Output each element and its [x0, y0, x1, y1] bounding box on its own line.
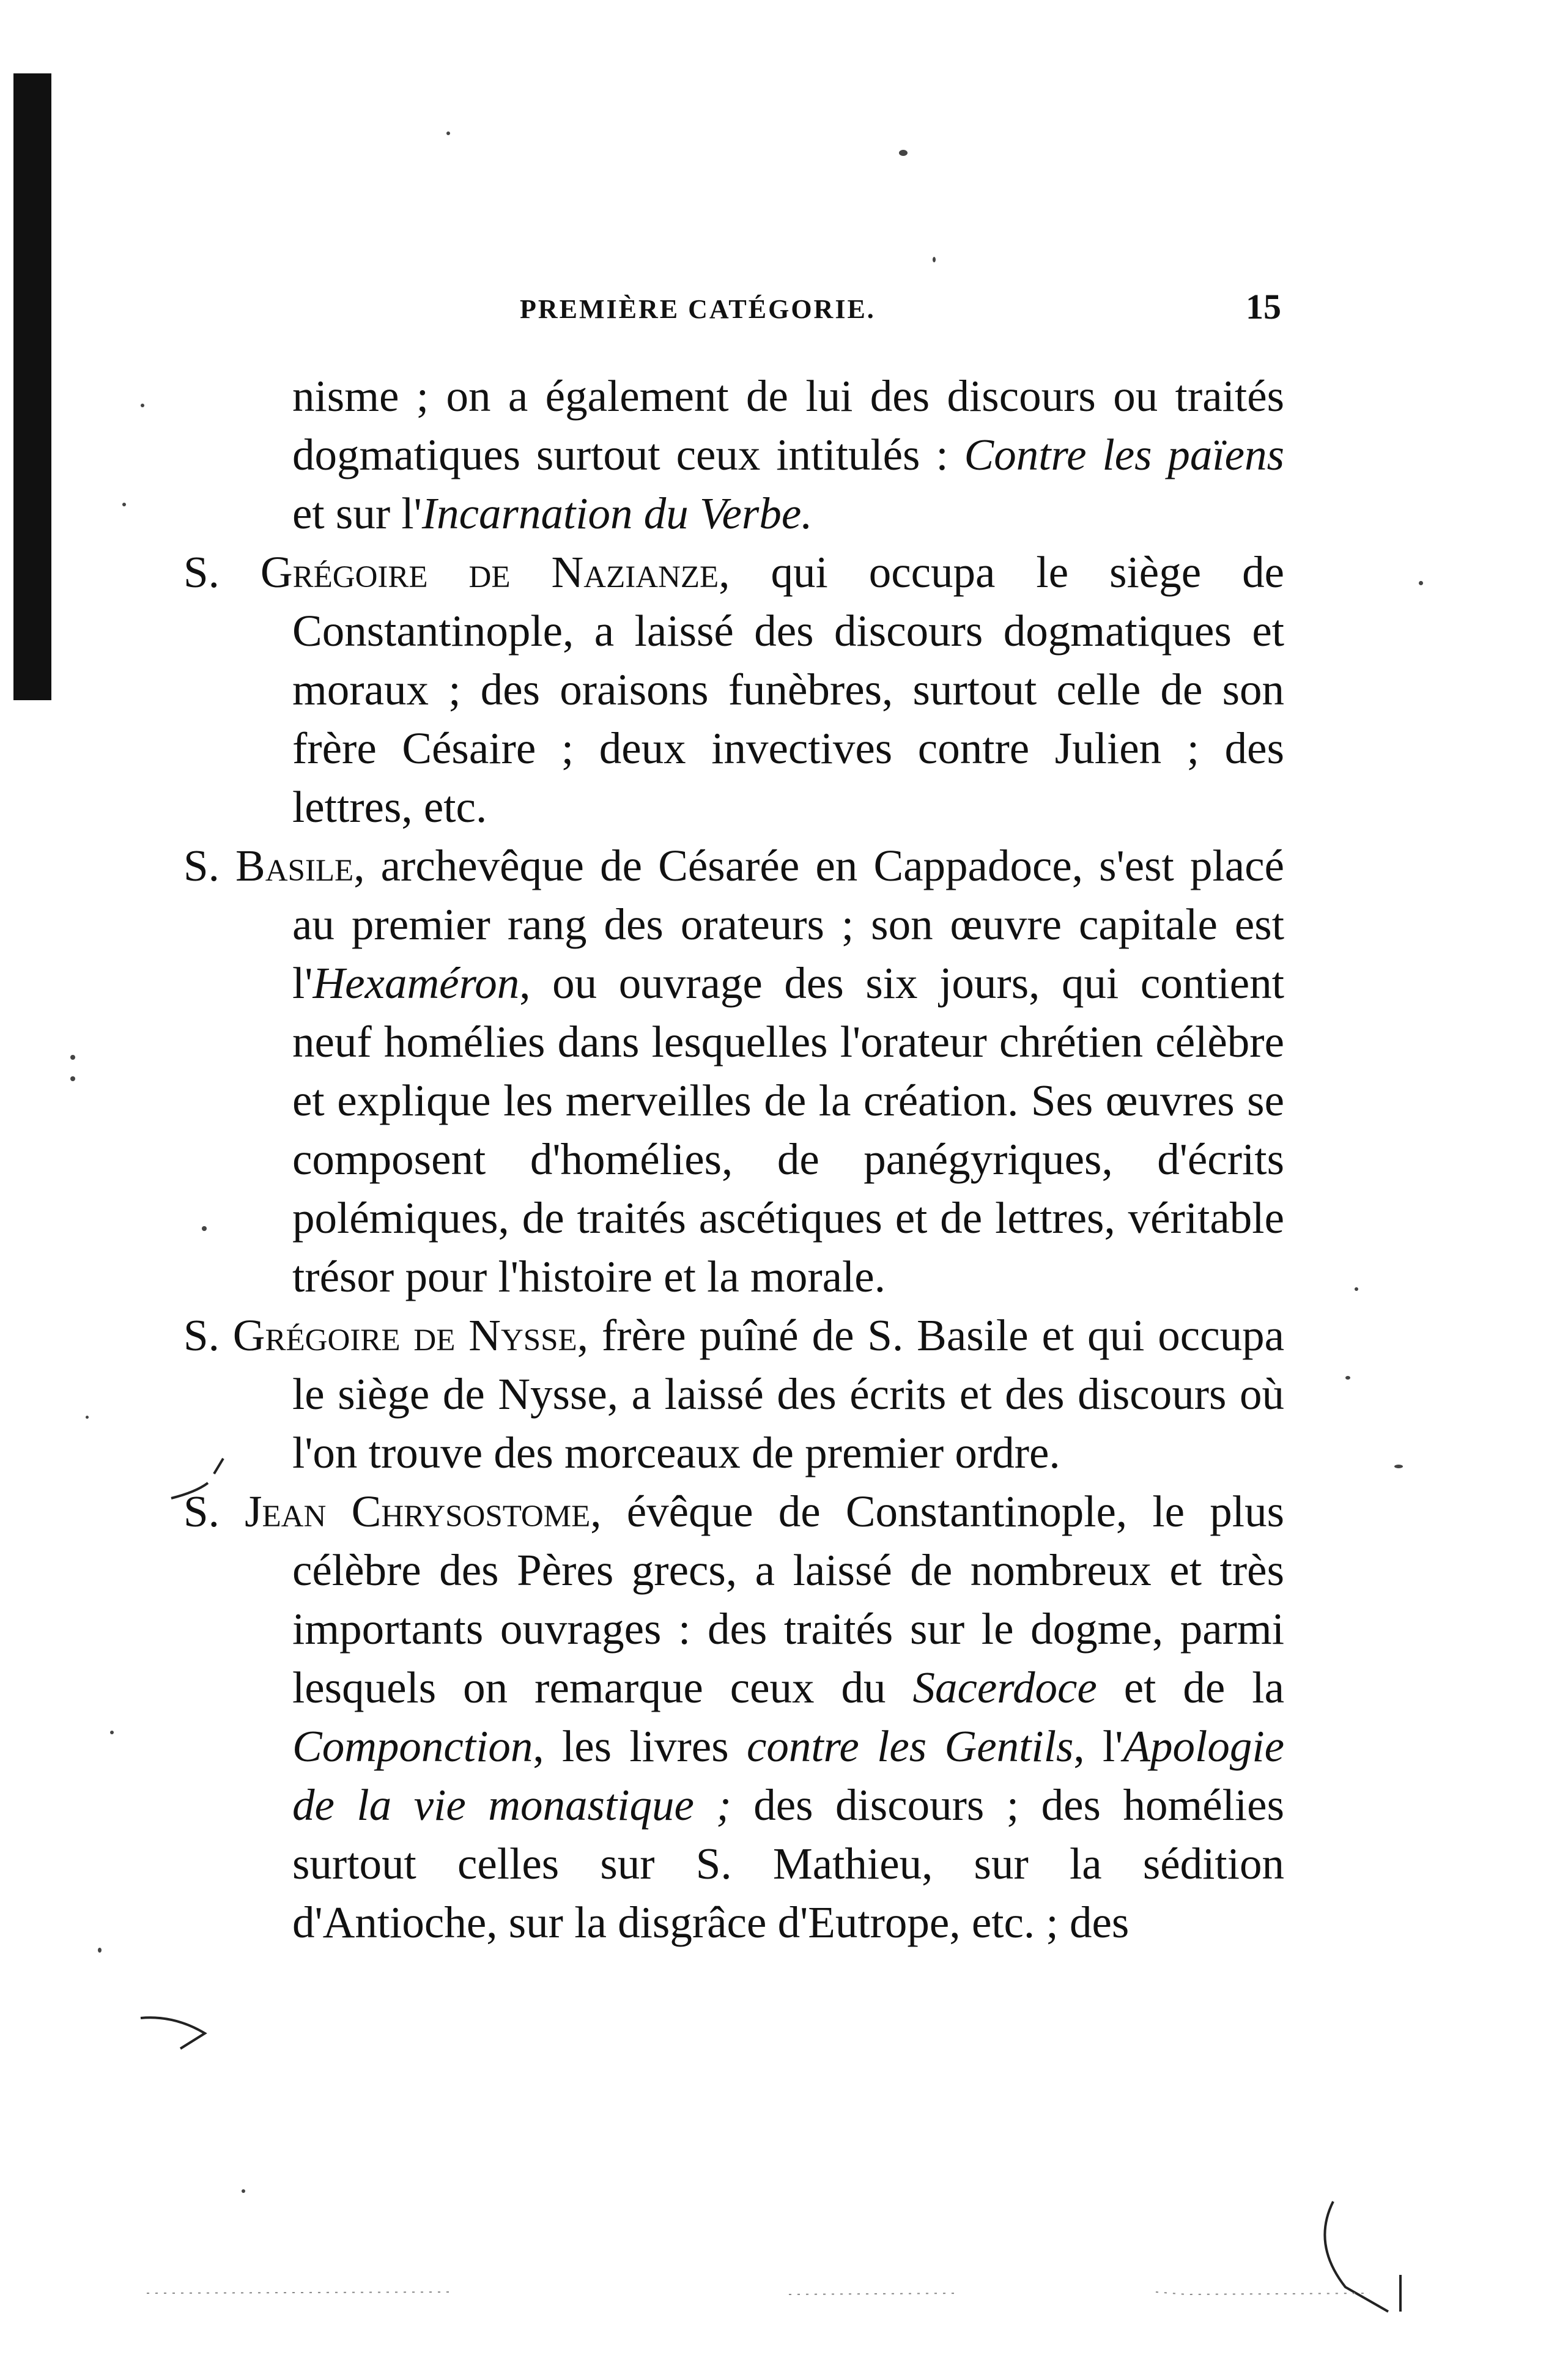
running-title: PREMIÈRE CATÉGORIE.: [520, 294, 876, 324]
scan-speck: [98, 1948, 102, 1953]
scan-speck: [70, 1076, 75, 1081]
italic-title: Sacerdoce: [912, 1663, 1097, 1712]
text: , frère puîné de S. Basile et qui occupa le siège de Nysse, a laissé des écrits et des discours où l'on trouve des morceaux de premier ordre.: [292, 1310, 1284, 1477]
entry-jean-chrysostome: [183, 1482, 1284, 1952]
scan-margin-bar: [13, 73, 51, 700]
saint-prefix: S.: [183, 1487, 245, 1536]
italic-title: contre les Gentils: [746, 1721, 1074, 1771]
italic-title: Apologie de la vie monastique ;: [292, 1721, 1285, 1830]
page-number: 15: [1246, 287, 1281, 327]
saint-prefix: S.: [183, 1310, 233, 1360]
running-head: [294, 286, 1281, 335]
text: , l': [1073, 1721, 1123, 1771]
paragraph-intro: [183, 367, 1284, 543]
scan-speck: [86, 1416, 89, 1419]
entry-basile: [183, 837, 1284, 1306]
saint-name: Jean Chrysostome: [245, 1487, 591, 1536]
text: des discours ; des homélies surtout celles sur S. Mathieu, sur la sédition d'Antioche, sur la disgrâce d'Eutrope, etc. ; des: [292, 1780, 1284, 1947]
scan-speck: [242, 2189, 245, 2193]
pen-mark: [147, 2281, 1370, 2305]
scan-speck: [446, 131, 450, 135]
scan-speck: [1355, 1287, 1358, 1291]
text: et sur l': [292, 489, 422, 538]
italic-title: Componction: [292, 1721, 533, 1771]
scan-speck: [110, 1731, 114, 1734]
entry-gregoire-nazianze: [183, 543, 1284, 837]
saint-name: Basile: [235, 841, 354, 890]
saint-name: Grégoire de Nysse: [232, 1310, 577, 1360]
scan-speck: [122, 503, 126, 506]
scan-speck: [933, 257, 936, 262]
text: , qui occupa le siège de Constantinople, a laissé des discours dogmatiques et moraux ; des oraisons funèbres, surtout celle de son frère Césaire ; deux invectives contre Julien ; des lettres, etc.: [292, 547, 1285, 832]
italic-title: Hexaméron: [312, 958, 520, 1008]
scan-speck: [70, 1055, 75, 1060]
text: , archevêque de Césarée en Cappadoce, s'est placé au premier rang des orateurs ; son œuvre capitale est l': [292, 841, 1284, 1008]
scan-speck: [141, 404, 144, 407]
text: nisme ; on a également de lui des discours ou traités dogmatiques surtout ceux intitulés :: [292, 371, 1284, 479]
saint-name: Grégoire de Nazianze: [260, 547, 719, 597]
italic-title: Incarnation du Verbe.: [421, 489, 813, 538]
pen-mark: [138, 2000, 211, 2055]
text: , les livres: [533, 1721, 747, 1771]
saint-prefix: S.: [183, 841, 236, 890]
text: , ou ouvrage des six jours, qui contient neuf homélies dans lesquelles l'orateur chrétien célèbre et explique les merveilles de la création. Ses œuvres se composent d'homélies, de panégyriques, d'écrits polémiques, de traités ascétiques et de lettres, véritable trésor pour l'histoire et la morale.: [292, 958, 1284, 1301]
saint-prefix: S.: [183, 547, 261, 597]
italic-title: Contre les païens: [964, 430, 1284, 479]
entry-gregoire-nysse: [183, 1306, 1284, 1482]
scan-speck: [899, 150, 908, 156]
scan-speck: [1419, 581, 1423, 585]
text: et de la: [1096, 1663, 1284, 1712]
body-text: [183, 367, 1284, 1952]
text: , évêque de Constantinople, le plus célèbre des Pères grecs, a laissé de nombreux et très importants ouvrages : des traités sur le dogme, parmi lesquels on remarque ceux du: [292, 1487, 1284, 1712]
scan-speck: [1394, 1465, 1403, 1468]
scan-speck: [1345, 1376, 1350, 1380]
